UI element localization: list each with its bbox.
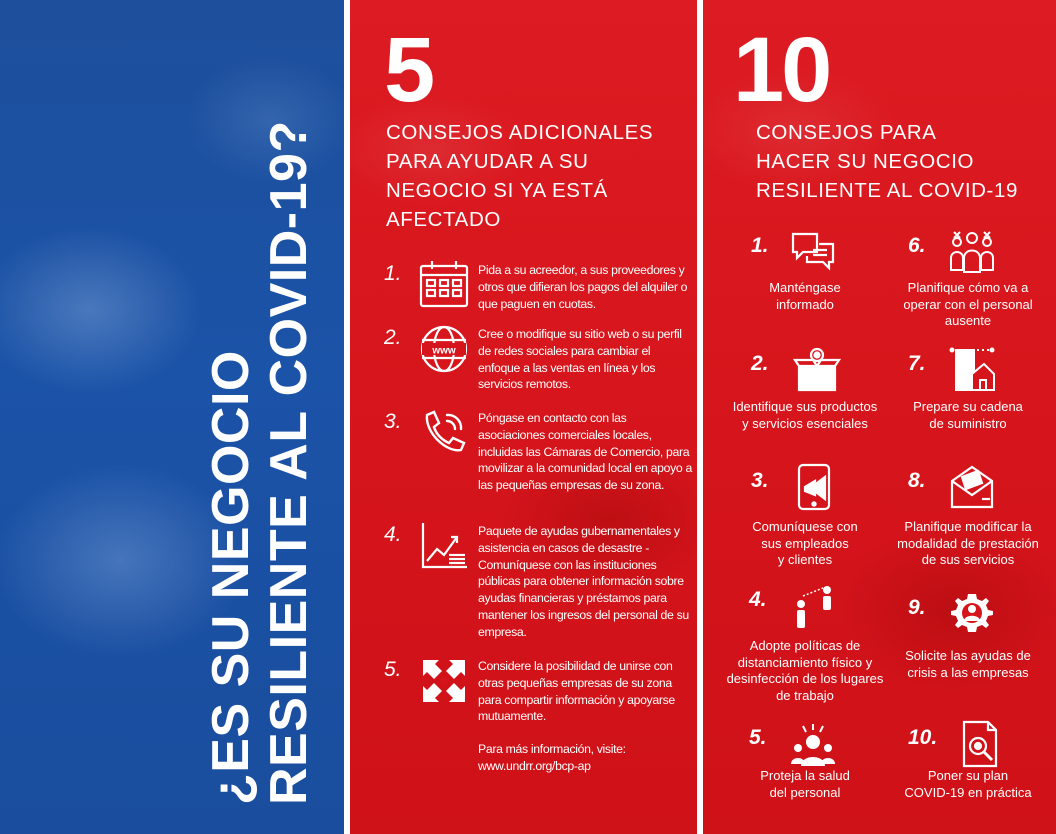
tip-text-line: ausente	[944, 313, 992, 328]
tip-text-line: distanciamiento físico y	[737, 654, 873, 670]
resilience-tip-10	[880, 724, 1056, 834]
more-info-url[interactable]: www.undrr.org/bcp-ap	[478, 758, 591, 773]
tip-number: 5.	[384, 658, 402, 681]
plan-document-icon	[956, 720, 1004, 768]
tip-text-line: de sus servicios	[921, 552, 1015, 567]
globe-www-icon	[417, 322, 471, 376]
tip-text-line: COVID-19 en práctica	[904, 784, 1032, 800]
tip-text-line: Comuníquese con	[752, 519, 858, 534]
main-title-line-1: ¿ES SU NEGOCIO	[202, 350, 260, 805]
heading-line: HACER SU NEGOCIO	[756, 150, 975, 173]
resilience-tip-6	[880, 232, 1056, 350]
resilience-tip-2	[717, 350, 893, 468]
tip-text-line: y clientes	[777, 552, 833, 567]
tip-text-line: modalidad de prestación	[897, 535, 1039, 551]
tip-text-line: operar con el personal	[903, 296, 1033, 312]
additional-tips-panel	[350, 0, 697, 834]
absent-staff-icon	[948, 228, 996, 276]
tip-text	[717, 638, 893, 704]
tip-text	[717, 399, 893, 432]
resilience-tip-8	[880, 467, 1056, 585]
team-protection-icon	[789, 720, 837, 768]
tip-text-line: de suministro	[929, 415, 1007, 431]
tip-number: 6.	[908, 234, 926, 257]
tip-text-line: desinfección de los lugares	[726, 671, 884, 686]
tip-text-line: y servicios esenciales	[742, 415, 868, 431]
tip-number: 10.	[908, 726, 938, 749]
gear-person-icon	[948, 590, 996, 638]
tip-text: Pida a su acreedor, a sus proveedores y otros que difieran los pagos del alquiler o que paguen en cuotas.	[478, 263, 688, 311]
tip-text	[880, 648, 1056, 681]
tip-number: 2.	[384, 326, 402, 349]
tip-text-line: Proteja la salud	[760, 768, 850, 783]
tip-text-line: de trabajo	[776, 687, 834, 703]
tip-text	[717, 280, 893, 313]
tablet-megaphone-icon	[791, 463, 839, 511]
tip-number: 5.	[749, 726, 767, 749]
tip-text: Paquete de ayudas gubernamentales y asistencia en casos de desastre - Comuníquese con las instituciones públicas para obtener información sobre ayudas financieras y préstamos para mantener los ingresos del personal de su empresa.	[478, 524, 689, 639]
additional-tip-3	[384, 410, 694, 500]
chat-bubbles-icon	[789, 228, 837, 276]
title-panel	[0, 0, 344, 834]
main-title	[195, 15, 325, 805]
tip-text	[880, 399, 1056, 432]
additional-tip-5	[384, 658, 694, 748]
additional-tip-4	[384, 523, 694, 639]
tip-text	[880, 768, 1056, 801]
heading-line: CONSEJOS ADICIONALES	[386, 121, 654, 144]
more-info-footer	[478, 741, 678, 775]
resilience-tip-3	[717, 467, 893, 585]
tip-text-line: crisis a las empresas	[907, 664, 1029, 680]
tip-number: 7.	[908, 352, 926, 375]
tip-text-line: Manténgase	[769, 280, 841, 295]
heading-line: RESILIENTE AL COVID-19	[756, 179, 1018, 202]
distancing-people-icon	[789, 582, 837, 630]
tip-text-line: informado	[776, 296, 834, 312]
envelope-delivery-icon	[948, 463, 996, 511]
tip-text-line: Adopte políticas de	[749, 638, 861, 653]
resilience-tips-number: 10	[733, 19, 830, 121]
resilience-tip-1	[717, 232, 893, 350]
tip-text-line: Identifique sus productos	[732, 399, 878, 414]
additional-tips-heading	[386, 118, 686, 234]
tip-number: 8.	[908, 469, 926, 492]
title-wrap	[195, 15, 325, 805]
tip-text-line: Prepare su cadena	[913, 399, 1023, 414]
tip-text: Cree o modifique su sitio web o su perfil de redes sociales para cambiar el enfoque a las ventas en línea y los servicios remotos.	[478, 327, 682, 392]
tip-text-line: Poner su plan	[927, 768, 1009, 783]
tip-number: 4.	[384, 523, 402, 546]
tip-text-line: Planifique modificar la	[904, 519, 1032, 534]
product-box-icon	[793, 346, 841, 394]
tip-number: 3.	[751, 469, 769, 492]
main-title-line-2: RESILIENTE AL COVID-19?	[260, 120, 318, 805]
resilience-tip-5	[717, 724, 893, 834]
phone-icon	[417, 406, 471, 460]
tip-text	[717, 519, 893, 569]
tip-text-line: sus empleados	[761, 535, 849, 551]
additional-tips-number: 5	[384, 19, 436, 121]
supply-building-icon	[948, 346, 996, 394]
resilience-tip-4	[717, 586, 893, 704]
tip-number: 1.	[751, 234, 769, 257]
heading-line: NEGOCIO SI YA ESTÁ	[386, 179, 608, 202]
tip-text-line: Planifique cómo va a	[907, 280, 1029, 295]
heading-line: AFECTADO	[386, 208, 501, 231]
heading-line: PARA AYUDAR A SU	[386, 150, 589, 173]
tip-text	[880, 280, 1056, 330]
resilience-tips-heading	[756, 118, 1056, 205]
heading-line: CONSEJOS PARA	[756, 121, 937, 144]
tip-number: 9.	[908, 596, 926, 619]
tip-number: 2.	[751, 352, 769, 375]
additional-tip-2	[384, 326, 694, 416]
tip-text	[880, 519, 1056, 569]
collaboration-arrows-icon	[417, 654, 471, 708]
resilience-tip-7	[880, 350, 1056, 468]
tip-text: Póngase en contacto con las asociaciones comerciales locales, incluidas las Cámaras de Comercio, para movilizar a la comunidad local en apoyo a las pequeñas empresas de su zona.	[478, 411, 692, 493]
calendar-icon	[417, 258, 471, 312]
tip-text	[717, 768, 893, 801]
tip-text-line: Solicite las ayudas de	[905, 648, 1031, 663]
chart-growth-icon	[417, 519, 471, 573]
resilience-tips-panel	[703, 0, 1056, 834]
tip-number: 4.	[749, 588, 767, 611]
tip-text-line: del personal	[769, 784, 841, 800]
tip-text: Considere la posibilidad de unirse con otras pequeñas empresas de su zona para compartir información y apoyarse mutuamente.	[478, 659, 675, 724]
tip-number: 1.	[384, 262, 402, 285]
svg-text:www: www	[432, 345, 456, 357]
tip-number: 3.	[384, 410, 402, 433]
more-info-label: Para más información, visite:	[478, 742, 626, 756]
resilience-tip-9	[880, 594, 1056, 712]
